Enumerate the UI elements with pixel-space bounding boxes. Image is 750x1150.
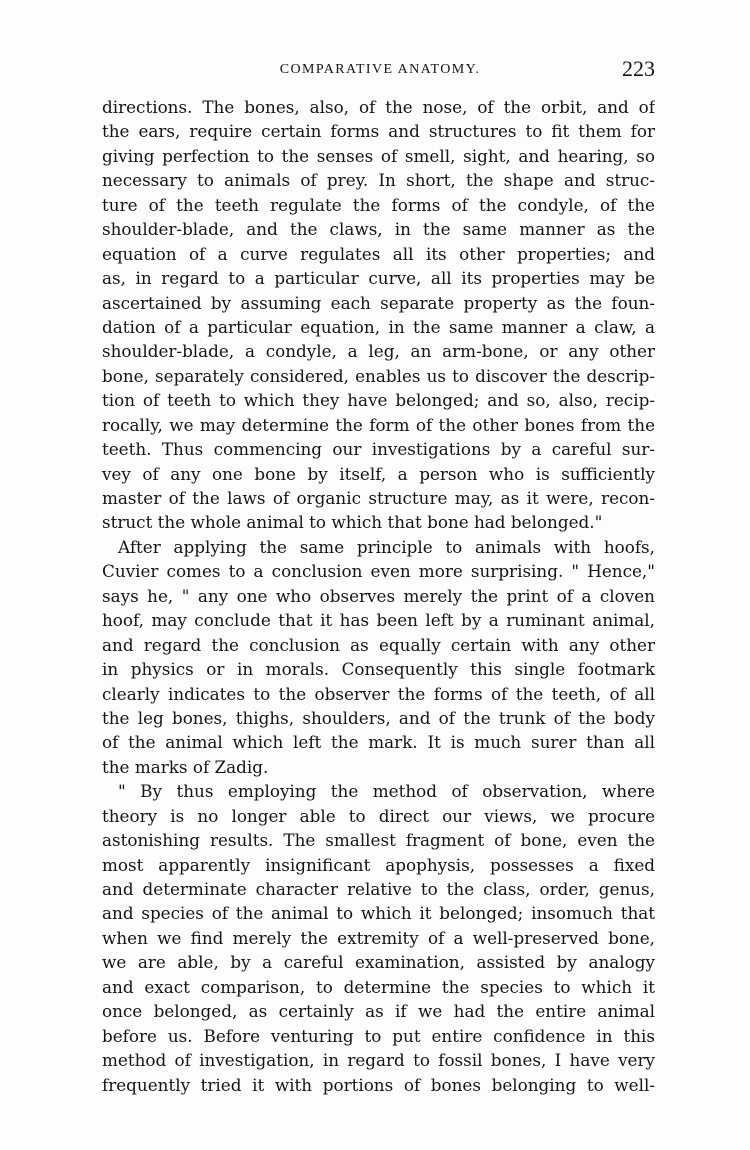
text-line: the ears, require certain forms and structures to fit them for: [102, 121, 655, 142]
text-line: method of investigation, in regard to fossil bones, I have very: [102, 1050, 655, 1071]
text-line: shoulder-blade, a condyle, a leg, an arm-bone, or any other: [102, 341, 655, 362]
running-title: COMPARATIVE ANATOMY.: [279, 62, 481, 77]
text-line: when we find merely the extremity of a well-preserved bone,: [102, 927, 655, 948]
text-line: and exact comparison, to determine the species to which it: [102, 976, 655, 997]
text-line: Cuvier comes to a conclusion even more surprising. " Hence,": [102, 561, 655, 582]
text-line: dation of a particular equation, in the same manner a claw, a: [102, 316, 655, 337]
text-line: directions. The bones, also, of the nose, of the orbit, and of: [102, 97, 655, 117]
text-line: theory is no longer able to direct our views, we procure: [102, 805, 655, 826]
text-line: we are able, by a careful examination, assisted by analogy: [102, 952, 655, 973]
paragraph: [102, 779, 655, 1097]
text-line: and regard the conclusion as equally certain with any other: [102, 634, 655, 655]
text-line: ascertained by assuming each separate property as the foun-: [102, 292, 655, 313]
text-line: tion of teeth to which they have belonged; and so, also, recip-: [102, 390, 655, 411]
text-line: of the animal which left the mark. It is much surer than all: [102, 732, 655, 753]
text-line: rocally, we may determine the form of the other bones from the: [102, 414, 655, 435]
text-line: and species of the animal to which it belonged; insomuch that: [102, 903, 655, 924]
text-line: vey of any one bone by itself, a person who is sufficiently: [102, 463, 655, 484]
text-line: " By thus employing the method of observation, where: [118, 781, 655, 802]
text-line: clearly indicates to the observer the forms of the teeth, of all: [102, 683, 655, 704]
page-number: 223: [622, 56, 655, 81]
text-line: and determinate character relative to the class, order, genus,: [102, 879, 655, 899]
text-line: says he, " any one who observes merely the print of a cloven: [102, 585, 655, 606]
text-line: the marks of Zadig.: [102, 756, 269, 777]
text-line: astonishing results. The smallest fragment of bone, even the: [102, 830, 655, 851]
text-line: After applying the same principle to animals with hoofs,: [118, 536, 655, 557]
text-line: as, in regard to a particular curve, all its properties may be: [102, 268, 655, 289]
text-line: before us. Before venturing to put entire confidence in this: [102, 1025, 655, 1046]
text-line: master of the laws of organic structure may, as it were, recon-: [102, 488, 655, 508]
paragraph: [102, 95, 655, 535]
text-line: necessary to animals of prey. In short, the shape and struc-: [102, 170, 655, 191]
text-line: bone, separately considered, enables us to discover the descrip-: [102, 365, 655, 386]
text-line: equation of a curve regulates all its other properties; and: [102, 243, 655, 264]
text-line: hoof, may conclude that it has been left by a ruminant animal,: [102, 610, 655, 631]
paragraph: [102, 535, 655, 779]
text-line: shoulder-blade, and the claws, in the same manner as the: [102, 219, 655, 240]
text-line: giving perfection to the senses of smell, sight, and hearing, so: [102, 145, 655, 166]
body-text: [102, 95, 655, 1097]
text-line: struct the whole animal to which that bone had belonged.": [102, 512, 603, 533]
running-head: [105, 56, 655, 86]
text-line: teeth. Thus commencing our investigations by a careful sur-: [102, 439, 655, 460]
text-line: frequently tried it with portions of bones belonging to well-: [102, 1074, 655, 1095]
text-line: in physics or in morals. Consequently this single footmark: [102, 659, 655, 680]
text-line: the leg bones, thighs, shoulders, and of the trunk of the body: [102, 707, 655, 728]
text-line: once belonged, as certainly as if we had the entire animal: [102, 1001, 655, 1022]
text-line: ture of the teeth regulate the forms of the condyle, of the: [102, 194, 655, 215]
text-line: most apparently insignificant apophysis, possesses a fixed: [102, 854, 655, 875]
